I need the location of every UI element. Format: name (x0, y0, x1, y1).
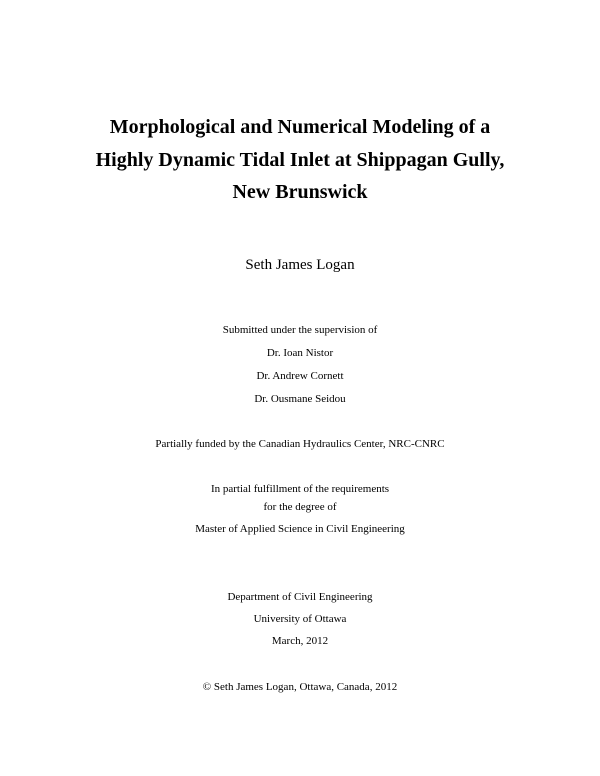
degree-name: Master of Applied Science in Civil Engineering (195, 523, 405, 535)
department: Department of Civil Engineering (227, 591, 373, 603)
supervisor-3: Dr. Ousmane Seidou (254, 393, 346, 405)
university: University of Ottawa (253, 613, 347, 625)
funding-statement: Partially funded by the Canadian Hydraulics Center, NRC-CNRC (155, 438, 445, 450)
supervisor-1: Dr. Ioan Nistor (266, 347, 334, 359)
submission-date: March, 2012 (271, 635, 329, 647)
supervisor-2: Dr. Andrew Cornett (256, 370, 344, 382)
degree-line-2: for the degree of (263, 501, 337, 513)
degree-line-1: In partial fulfillment of the requirements (210, 483, 390, 495)
thesis-title-line-1: Morphological and Numerical Modeling of a (109, 116, 491, 138)
author-name: Seth James Logan (245, 257, 355, 273)
copyright-notice: © Seth James Logan, Ottawa, Canada, 2012 (202, 681, 398, 693)
supervision-intro: Submitted under the supervision of (222, 324, 378, 336)
thesis-title-line-3: New Brunswick (232, 181, 368, 203)
thesis-title-line-2: Highly Dynamic Tidal Inlet at Shippagan Gully, (95, 149, 505, 171)
